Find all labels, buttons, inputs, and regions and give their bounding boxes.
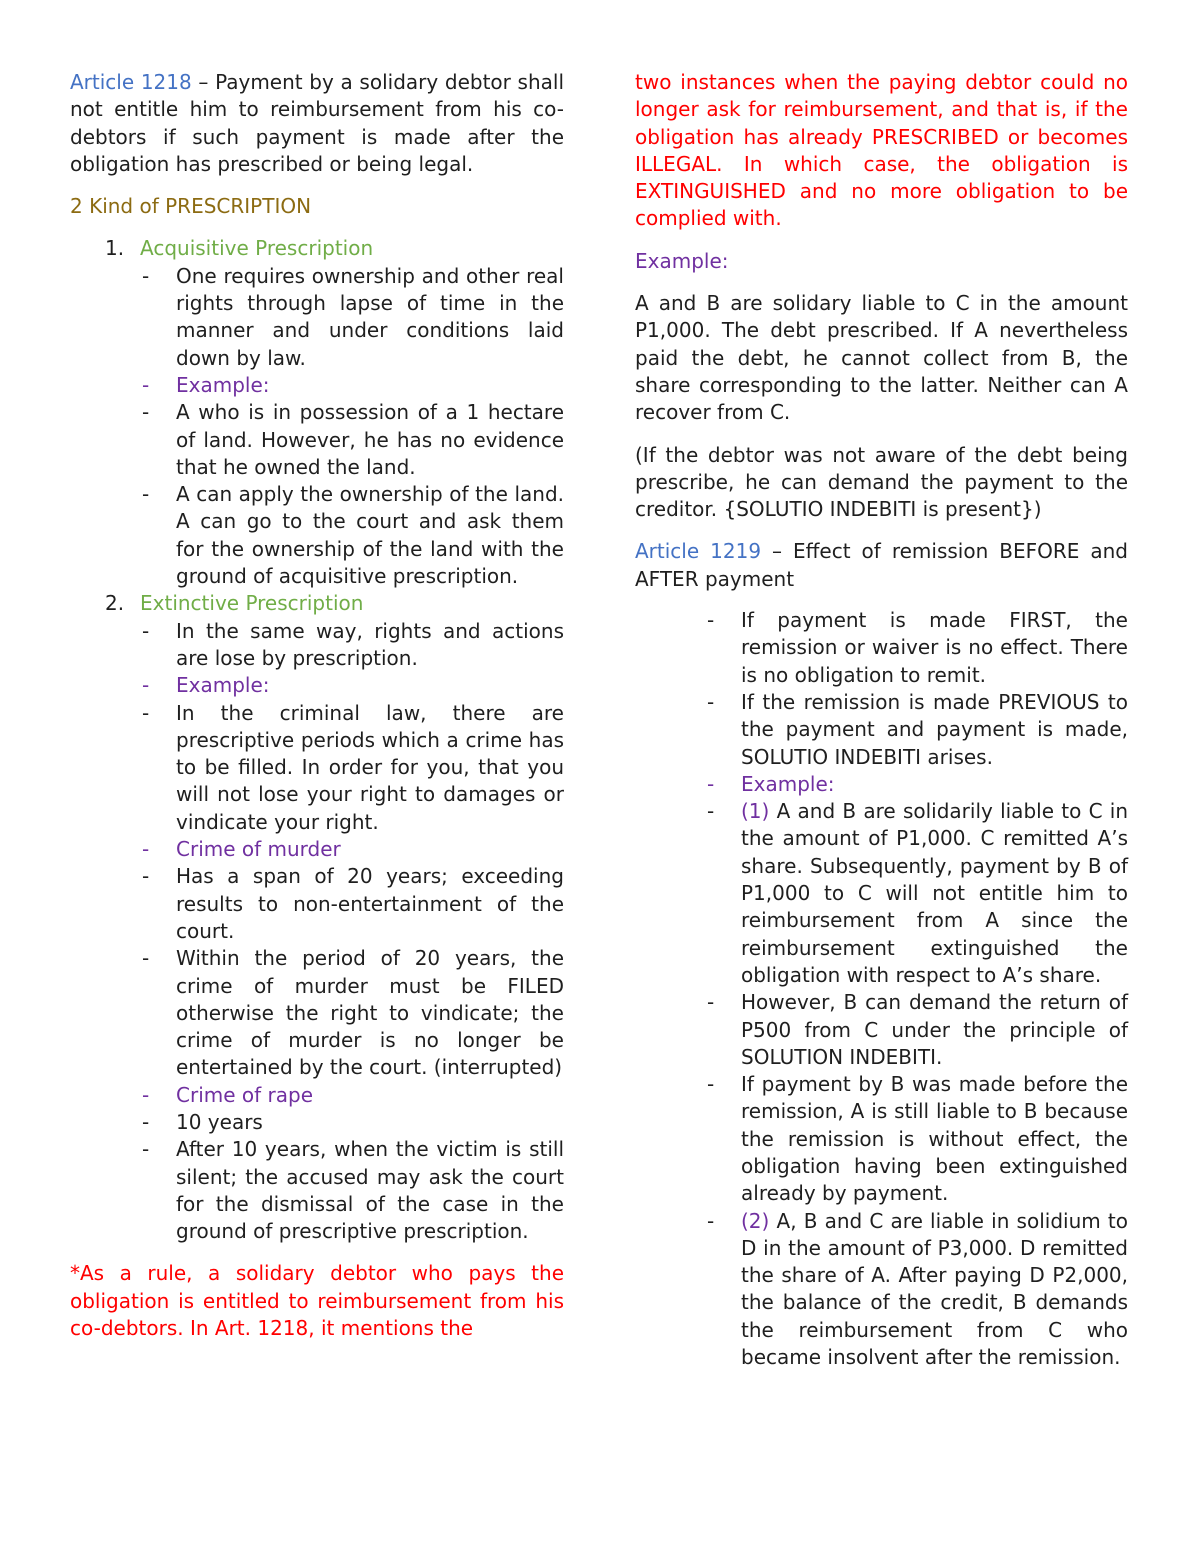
article-1219-paragraph xyxy=(635,538,1128,593)
rule-note: *As a rule, a solidary debtor who pays the obligation is entitled to reimbursement from his co-debtors. In Art. 1218, it mentions the xyxy=(70,1261,564,1341)
list-item: - 10 years xyxy=(140,1109,564,1136)
crime-murder-label: - Crime of murder xyxy=(140,836,564,863)
example-label: - Example: xyxy=(635,771,1128,798)
article-1219-text: – Effect of remission BEFORE and AFTER payment xyxy=(635,539,1128,591)
prescription-heading: 2 Kind of PRESCRIPTION xyxy=(70,194,312,219)
list-item: - If the remission is made PREVIOUS to the payment and payment is made, SOLUTIO INDEBITI arises. xyxy=(635,689,1128,771)
left-column xyxy=(70,69,564,1357)
crime-rape-label: - Crime of rape xyxy=(140,1082,564,1109)
example-label: - Example: xyxy=(140,672,564,699)
example-label: Example: xyxy=(635,248,729,273)
article-1218-label: Article 1218 xyxy=(70,70,192,94)
acquisitive-items xyxy=(140,263,564,591)
list-item: - In the criminal law, there are prescriptive periods which a crime has to be filled. In order for you, that you will not lose your right to damages or vindicate your right. xyxy=(140,700,564,836)
list-item: - If payment is made FIRST, the remission or waiver is no effect. There is no obligation to remit. xyxy=(635,607,1128,689)
kind-acquisitive xyxy=(70,235,564,590)
kind-extinctive xyxy=(70,590,564,1245)
list-item-text: A, B and C are liable in solidium to D in the amount of P3,000. D remitted the share of A. After paying D P2,000, the balance of the credit, B demands the reimbursement from C who became insolvent after the remission. xyxy=(741,1208,1128,1370)
list-item: - In the same way, rights and actions are lose by prescription. xyxy=(140,618,564,673)
example-label: - Example: xyxy=(140,372,564,399)
article-1218-paragraph xyxy=(70,69,564,178)
rule-note-continuation: two instances when the paying debtor could no longer ask for reimbursement, and that is, if the obligation has already PRESCRIBED or becomes ILLEGAL. In which case, the obligation is EXTINGUISHED and no more obligation to be complied with. xyxy=(635,70,1128,231)
list-item xyxy=(635,798,1128,989)
list-item: - If payment by B was made before the remission, A is still liable to B because the remission is without effect, the obligation having been extinguished already by payment. xyxy=(635,1071,1128,1207)
article-1219-label: Article 1219 xyxy=(635,539,762,564)
list-item: - After 10 years, when the victim is still silent; the accused may ask the court for the dismissal of the case in the ground of prescriptive prescription. xyxy=(140,1136,564,1245)
list-item: - A who is in possession of a 1 hectare of land. However, he has no evidence that he owned the land. xyxy=(140,399,564,481)
list-item: - Within the period of 20 years, the crime of murder must be FILED otherwise the right to vindicate; the crime of murder is no longer be entertained by the court. (interrupted) xyxy=(140,945,564,1081)
kind-number: 2. xyxy=(105,591,125,616)
list-item: - Has a span of 20 years; exceeding results to non-entertainment of the court. xyxy=(140,863,564,945)
extinctive-items xyxy=(140,618,564,1246)
article-1219-items xyxy=(635,607,1128,1371)
prescription-kinds-list xyxy=(70,235,564,1245)
aware-note: (If the debtor was not aware of the debt being prescribe, he can demand the payment to the creditor. {SOLUTIO INDEBITI is present}) xyxy=(635,442,1128,522)
article-1218-text: – Payment by a solidary debtor shall not entitle him to reimbursement from his co-debtors if such payment is made after the obligation has prescribed or being legal. xyxy=(70,70,564,176)
example-marker: (1) xyxy=(741,799,770,824)
list-item-text: A and B are solidarily liable to C in the amount of P1,000. C remitted A’s share. Subsequently, payment by B of P1,000 to C will not entitle him to reimbursement from A since the reimbursement extinguished the obligation with respect to A’s share. xyxy=(741,799,1129,987)
example-marker: (2) xyxy=(741,1208,770,1233)
kind-title: Acquisitive Prescription xyxy=(140,236,374,261)
list-item: - A can apply the ownership of the land. A can go to the court and ask them for the ownership of the land with the ground of acquisitive prescription. xyxy=(140,481,564,590)
list-item: - One requires ownership and other real rights through lapse of time in the manner and under conditions laid down by law. xyxy=(140,263,564,372)
right-column xyxy=(635,69,1128,1371)
list-item: - However, B can demand the return of P500 from C under the principle of SOLUTION INDEBITI. xyxy=(635,989,1128,1071)
kind-number: 1. xyxy=(105,236,125,261)
example-paragraph: A and B are solidary liable to C in the amount P1,000. The debt prescribed. If A nevertheless paid the debt, he cannot collect from B, the share corresponding to the latter. Neither can A recover from C. xyxy=(635,291,1128,425)
kind-title: Extinctive Prescription xyxy=(140,591,364,616)
list-item xyxy=(635,1208,1128,1372)
